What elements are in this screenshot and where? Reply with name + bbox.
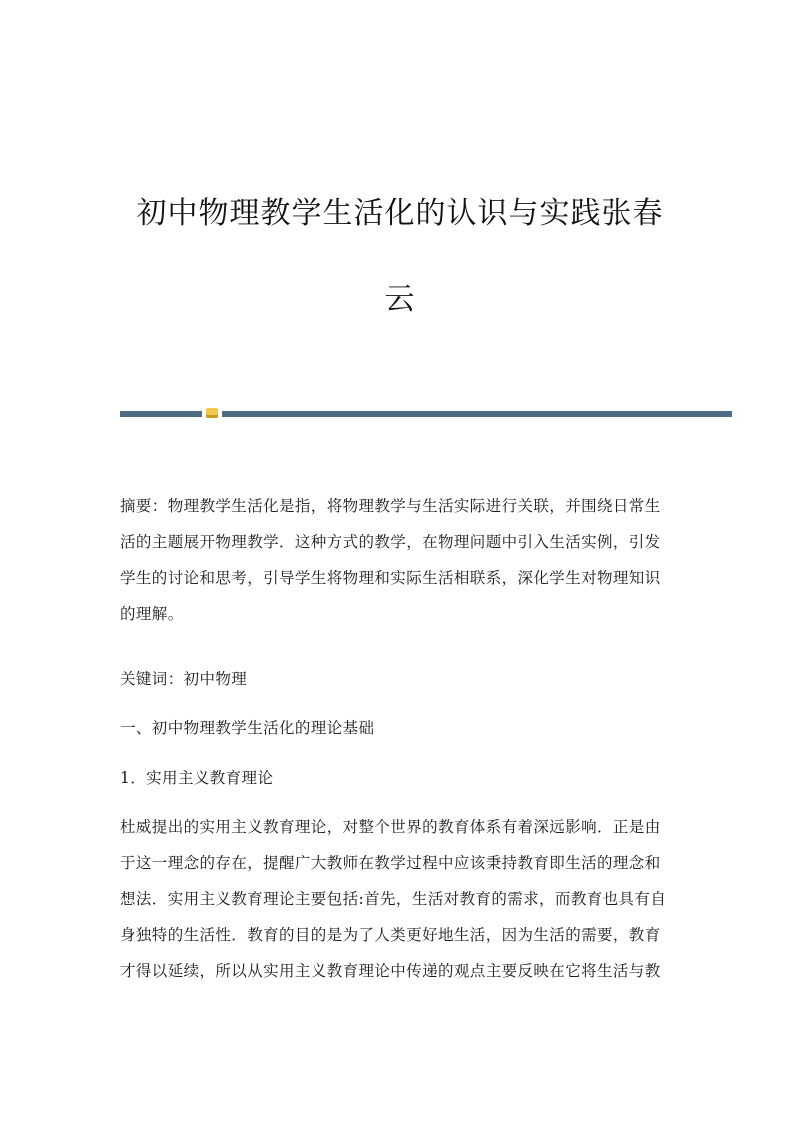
abstract-line: 活的主题展开物理教学．这种方式的教学，在物理问题中引入生活实例，引发 [120,533,661,551]
section-heading [120,710,680,746]
divider-bar-left [120,411,202,417]
divider-ornament-icon [206,408,218,418]
paragraph-line: 于这一理念的存在，提醒广大教师在教学过程中应该秉持教育即生活的理念和 [120,854,661,872]
document-title-line-1: 初中物理教学生活化的认识与实践张春 [136,196,664,231]
title-divider [120,408,732,420]
divider-bar-right [222,411,732,417]
abstract-line: 的理解。 [120,605,184,623]
keywords-line [120,661,680,697]
keywords-text: 关键词：初中物理 [120,670,248,688]
subsection-heading [120,760,680,796]
main-paragraph [120,809,680,989]
abstract-paragraph [120,488,680,632]
abstract-line: 学生的讨论和思考，引导学生将物理和实际生活相联系，深化学生对物理知识 [120,569,661,587]
abstract-line: 摘要：物理教学生活化是指，将物理教学与生活实际进行关联，并围绕日常生 [120,497,661,515]
document-title-line-2: 云 [384,282,416,317]
section-heading-text: 一、初中物理教学生活化的理论基础 [120,719,375,737]
paragraph-line: 才得以延续，所以从实用主义教育理论中传递的观点主要反映在它将生活与教 [120,962,661,980]
paragraph-line: 身独特的生活性．教育的目的是为了人类更好地生活，因为生活的需要，教育 [120,926,661,944]
subsection-heading-text: 1．实用主义教育理论 [120,769,274,787]
paragraph-line: 杜威提出的实用主义教育理论，对整个世界的教育体系有着深远影响．正是由 [120,818,661,836]
paragraph-line: 想法．实用主义教育理论主要包括:首先，生活对教育的需求，而教育也具有自 [120,890,667,908]
